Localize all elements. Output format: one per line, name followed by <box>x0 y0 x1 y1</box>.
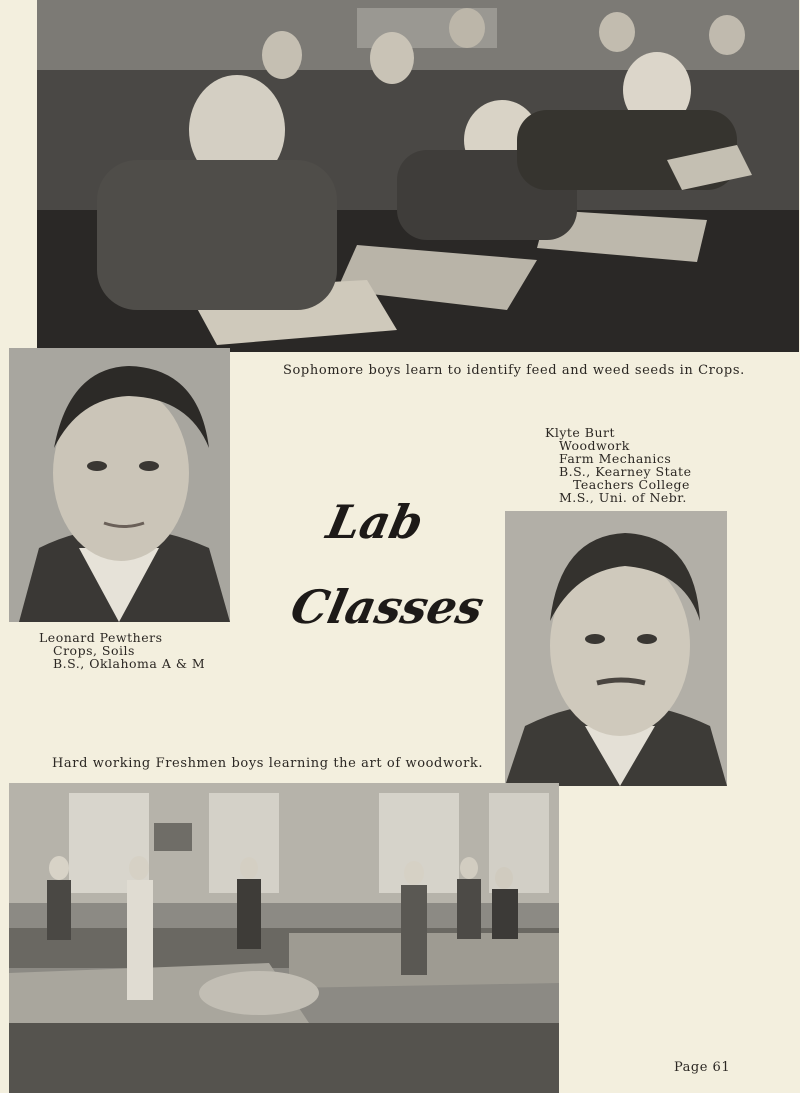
teacher-detail: Farm Mechanics <box>559 451 672 466</box>
teacher-detail: M.S., Uni. of Nebr. <box>559 490 687 505</box>
teacher-name: Klyte Burt <box>545 425 616 440</box>
woodwork-class-photo <box>9 783 559 1093</box>
portrait-klyte-burt <box>505 511 727 786</box>
woodwork-photo-caption: Hard working Freshmen boys learning the art of woodwork. <box>52 756 484 771</box>
teacher-detail: Crops, Soils <box>53 643 135 658</box>
crops-photo-caption: Sophomore boys learn to identify feed and weed seeds in Crops. <box>283 363 745 378</box>
teacher-detail: Teachers College <box>573 477 690 492</box>
page-title-line1: Lab <box>322 495 429 549</box>
teacher-name: Leonard Pewthers <box>39 630 163 645</box>
portrait-leonard-pewthers <box>9 348 230 622</box>
bio-leonard-pewthers <box>39 631 205 670</box>
crops-class-photo <box>37 0 799 352</box>
bio-klyte-burt <box>545 426 691 504</box>
teacher-detail: B.S., Kearney State <box>559 464 692 479</box>
teacher-detail: B.S., Oklahoma A & M <box>53 656 206 671</box>
teacher-detail: Woodwork <box>559 438 630 453</box>
page-title-line2: Classes <box>286 580 489 634</box>
page-number: Page 61 <box>674 1060 731 1075</box>
